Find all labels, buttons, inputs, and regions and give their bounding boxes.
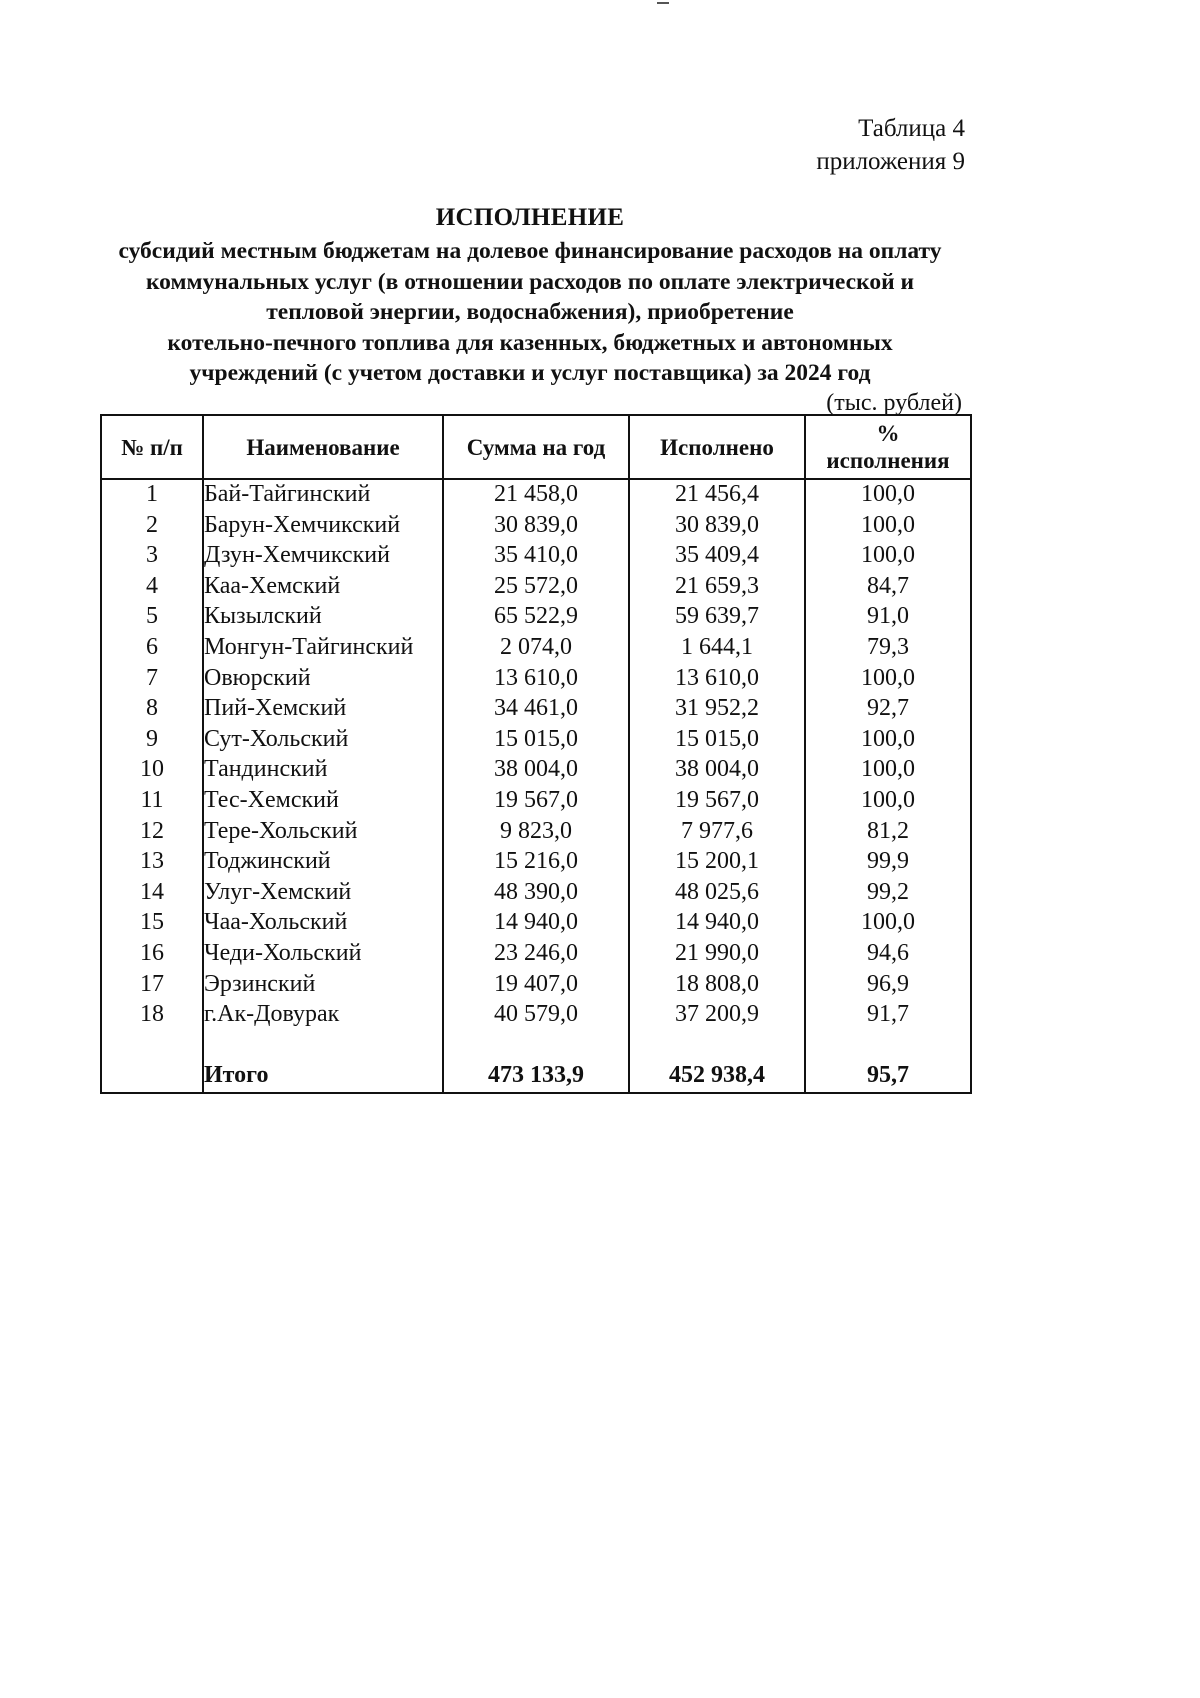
- row-pct: 100,0: [805, 725, 971, 756]
- table-row: [101, 572, 971, 603]
- row-done: 1 644,1: [629, 633, 805, 664]
- row-name: Эрзинский: [203, 970, 443, 1001]
- row-pct: 100,0: [805, 755, 971, 786]
- table-row: [101, 817, 971, 848]
- row-pct: 91,0: [805, 602, 971, 633]
- appendix-number: приложения 9: [816, 148, 965, 175]
- table-row: [101, 755, 971, 786]
- row-number: 13: [101, 847, 203, 878]
- row-sum: 65 522,9: [443, 602, 629, 633]
- row-done: 37 200,9: [629, 1000, 805, 1031]
- table-row: [101, 847, 971, 878]
- row-name: Овюрский: [203, 664, 443, 695]
- document-subtitle: [95, 236, 965, 389]
- row-pct: 100,0: [805, 664, 971, 695]
- table-body: [101, 479, 971, 1093]
- row-name: Тоджинский: [203, 847, 443, 878]
- row-name: Тес-Хемский: [203, 786, 443, 817]
- row-done: 21 456,4: [629, 479, 805, 511]
- table-row: [101, 1000, 971, 1031]
- table-row: [101, 694, 971, 725]
- row-done: 7 977,6: [629, 817, 805, 848]
- row-sum: 9 823,0: [443, 817, 629, 848]
- row-pct: 100,0: [805, 479, 971, 511]
- table-row: [101, 878, 971, 909]
- row-done: 15 200,1: [629, 847, 805, 878]
- row-name: Сут-Хольский: [203, 725, 443, 756]
- row-name: Улуг-Хемский: [203, 878, 443, 909]
- row-sum: 13 610,0: [443, 664, 629, 695]
- row-pct: 96,9: [805, 970, 971, 1001]
- row-name: Барун-Хемчикский: [203, 511, 443, 542]
- row-pct: 99,2: [805, 878, 971, 909]
- row-done: 59 639,7: [629, 602, 805, 633]
- row-number: 11: [101, 786, 203, 817]
- row-sum: 38 004,0: [443, 755, 629, 786]
- row-pct: 79,3: [805, 633, 971, 664]
- header-name: Наименование: [203, 415, 443, 479]
- row-done: 35 409,4: [629, 541, 805, 572]
- row-number: 4: [101, 572, 203, 603]
- total-done: 452 938,4: [629, 1061, 805, 1093]
- table-row: [101, 602, 971, 633]
- header-pct-label: исполнения: [826, 448, 950, 473]
- row-sum: 48 390,0: [443, 878, 629, 909]
- row-name: Дзун-Хемчикский: [203, 541, 443, 572]
- total-pct: 95,7: [805, 1061, 971, 1093]
- subtitle-line: коммунальных услуг (в отношении расходов по оплате электрической и: [145, 268, 915, 295]
- table-spacer-row: [101, 1031, 971, 1062]
- row-sum: 14 940,0: [443, 908, 629, 939]
- table-row: [101, 511, 971, 542]
- row-done: 14 940,0: [629, 908, 805, 939]
- table-row: [101, 479, 971, 511]
- row-number: 16: [101, 939, 203, 970]
- row-number: 10: [101, 755, 203, 786]
- row-name: Чеди-Хольский: [203, 939, 443, 970]
- header-done: Исполнено: [629, 415, 805, 479]
- table-header-row: [101, 415, 971, 479]
- row-name: Монгун-Тайгинский: [203, 633, 443, 664]
- subtitle-line: котельно-печного топлива для казенных, бюджетных и автономных: [167, 329, 893, 356]
- row-pct: 100,0: [805, 541, 971, 572]
- table-row: [101, 725, 971, 756]
- row-done: 48 025,6: [629, 878, 805, 909]
- row-number: 18: [101, 1000, 203, 1031]
- spacer-cell: [443, 1031, 629, 1062]
- row-name: Пий-Хемский: [203, 694, 443, 725]
- row-pct: 91,7: [805, 1000, 971, 1031]
- row-sum: 30 839,0: [443, 511, 629, 542]
- total-sum: 473 133,9: [443, 1061, 629, 1093]
- row-sum: 19 567,0: [443, 786, 629, 817]
- row-done: 13 610,0: [629, 664, 805, 695]
- header-pct-symbol: %: [876, 421, 900, 446]
- row-number: 1: [101, 479, 203, 511]
- row-pct: 92,7: [805, 694, 971, 725]
- table-row: [101, 541, 971, 572]
- row-done: 19 567,0: [629, 786, 805, 817]
- row-done: 15 015,0: [629, 725, 805, 756]
- header-pct: [805, 415, 971, 479]
- header-sum: Сумма на год: [443, 415, 629, 479]
- row-name: Каа-Хемский: [203, 572, 443, 603]
- row-pct: 99,9: [805, 847, 971, 878]
- row-number: 17: [101, 970, 203, 1001]
- spacer-cell: [101, 1031, 203, 1062]
- row-name: Кызылский: [203, 602, 443, 633]
- row-done: 21 990,0: [629, 939, 805, 970]
- row-done: 38 004,0: [629, 755, 805, 786]
- row-number: 9: [101, 725, 203, 756]
- table-row: [101, 633, 971, 664]
- row-done: 31 952,2: [629, 694, 805, 725]
- row-pct: 100,0: [805, 786, 971, 817]
- row-number: 15: [101, 908, 203, 939]
- row-pct: 100,0: [805, 908, 971, 939]
- table-row: [101, 939, 971, 970]
- row-pct: 100,0: [805, 511, 971, 542]
- row-name: Тере-Хольский: [203, 817, 443, 848]
- execution-table: [100, 414, 972, 1094]
- row-number: 2: [101, 511, 203, 542]
- table-row: [101, 908, 971, 939]
- row-sum: 40 579,0: [443, 1000, 629, 1031]
- table-row: [101, 664, 971, 695]
- subtitle-line: субсидий местным бюджетам на долевое финансирование расходов на оплату: [118, 238, 942, 264]
- row-name: Бай-Тайгинский: [203, 479, 443, 511]
- row-done: 30 839,0: [629, 511, 805, 542]
- total-label: Итого: [203, 1061, 443, 1093]
- row-number: 6: [101, 633, 203, 664]
- row-sum: 23 246,0: [443, 939, 629, 970]
- document-title: ИСПОЛНЕНИЕ: [435, 204, 625, 231]
- row-number: 5: [101, 602, 203, 633]
- row-sum: 34 461,0: [443, 694, 629, 725]
- header-num: № п/п: [101, 415, 203, 479]
- table-row: [101, 970, 971, 1001]
- subtitle-line: учреждений (с учетом доставки и услуг поставщика) за 2024 год: [189, 360, 871, 386]
- row-sum: 25 572,0: [443, 572, 629, 603]
- row-number: 12: [101, 817, 203, 848]
- row-sum: 35 410,0: [443, 541, 629, 572]
- row-name: Тандинский: [203, 755, 443, 786]
- row-sum: 2 074,0: [443, 633, 629, 664]
- row-done: 18 808,0: [629, 970, 805, 1001]
- units-note: (тыс. рублей): [826, 390, 962, 416]
- row-name: г.Ак-Довурак: [203, 1000, 443, 1031]
- table-reference: [816, 112, 965, 178]
- row-number: 8: [101, 694, 203, 725]
- row-sum: 21 458,0: [443, 479, 629, 511]
- spacer-cell: [203, 1031, 443, 1062]
- row-done: 21 659,3: [629, 572, 805, 603]
- row-sum: 19 407,0: [443, 970, 629, 1001]
- row-number: 14: [101, 878, 203, 909]
- scan-mark: [657, 2, 669, 4]
- row-sum: 15 216,0: [443, 847, 629, 878]
- row-pct: 81,2: [805, 817, 971, 848]
- row-name: Чаа-Хольский: [203, 908, 443, 939]
- row-number: 7: [101, 664, 203, 695]
- row-sum: 15 015,0: [443, 725, 629, 756]
- subtitle-line: тепловой энергии, водоснабжения), приобретение: [266, 299, 794, 325]
- table-number: Таблица 4: [858, 115, 965, 142]
- spacer-cell: [629, 1031, 805, 1062]
- spacer-cell: [805, 1031, 971, 1062]
- row-number: 3: [101, 541, 203, 572]
- total-num: [101, 1061, 203, 1093]
- table-total-row: [101, 1061, 971, 1093]
- row-pct: 84,7: [805, 572, 971, 603]
- table-row: [101, 786, 971, 817]
- row-pct: 94,6: [805, 939, 971, 970]
